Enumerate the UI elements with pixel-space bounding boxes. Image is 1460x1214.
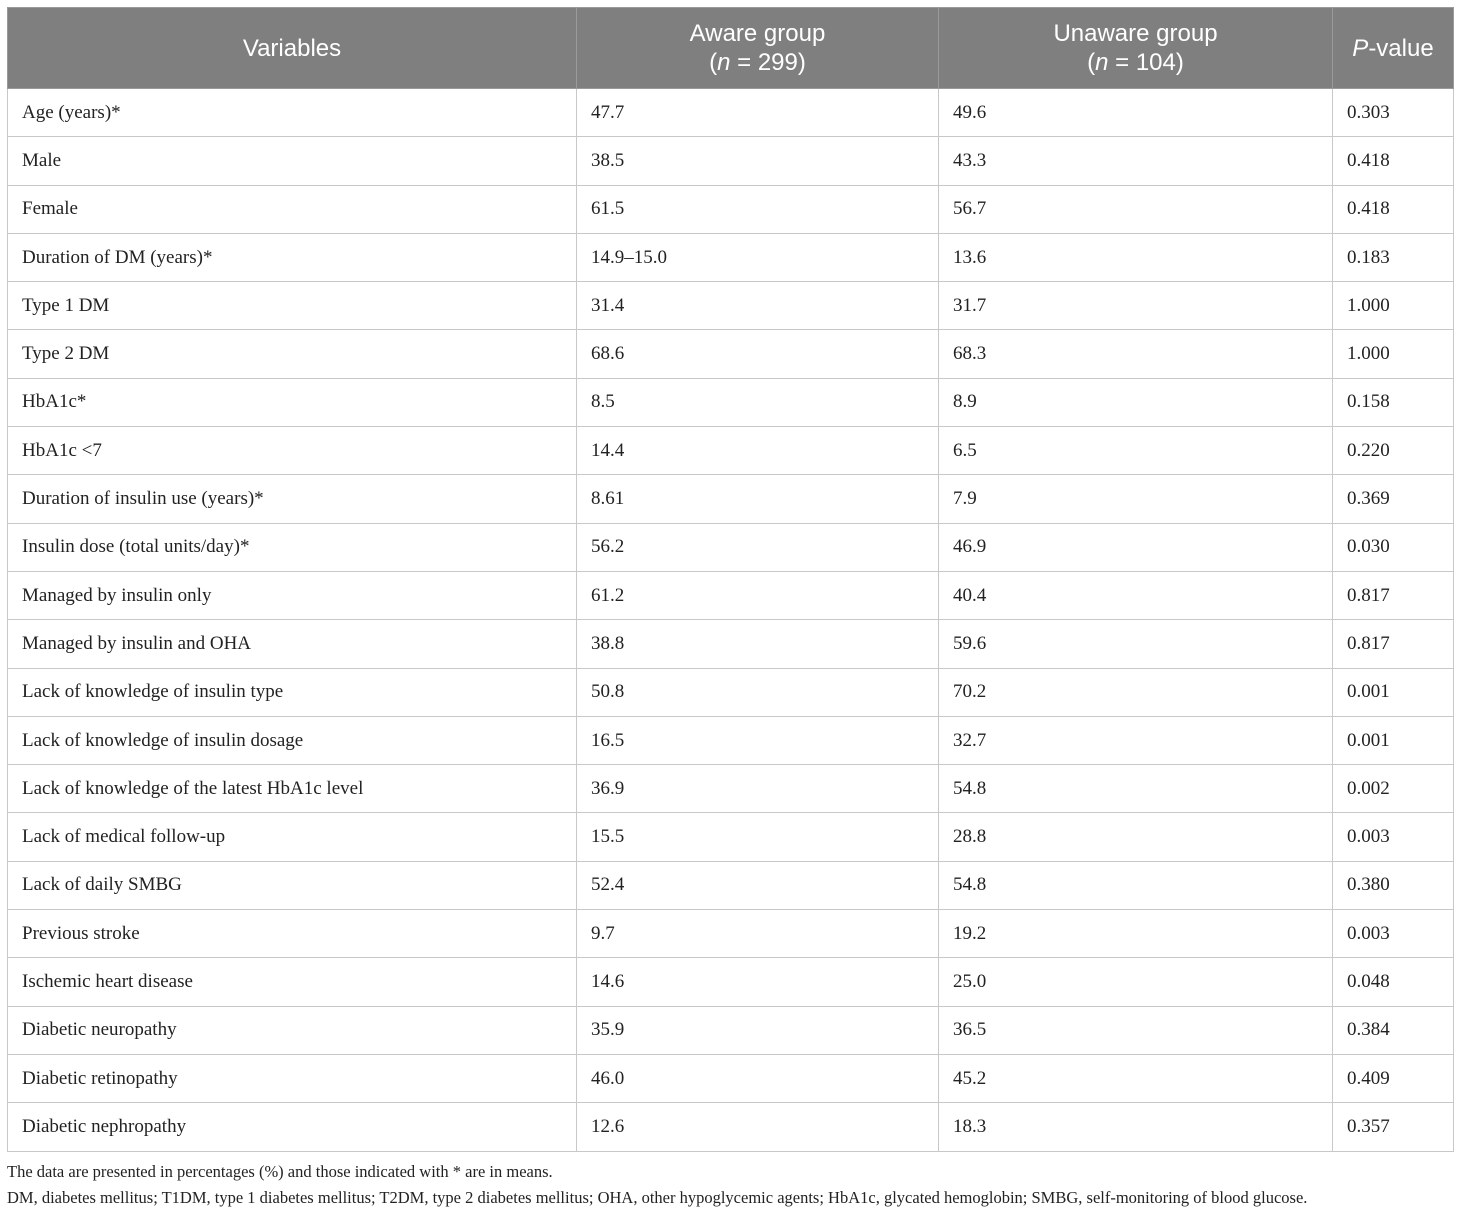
cell-p-value: 0.002 bbox=[1333, 765, 1454, 813]
cell-unaware: 59.6 bbox=[939, 620, 1333, 668]
table-row bbox=[8, 1054, 1454, 1102]
cell-p-value: 0.003 bbox=[1333, 910, 1454, 958]
cell-variable: HbA1c <7 bbox=[8, 427, 577, 475]
header-aware-n bbox=[583, 48, 932, 77]
table-row bbox=[8, 475, 1454, 523]
cell-p-value: 0.220 bbox=[1333, 427, 1454, 475]
cell-variable: Male bbox=[8, 137, 577, 185]
cell-p-value: 1.000 bbox=[1333, 330, 1454, 378]
table-footnotes bbox=[7, 1159, 1457, 1211]
table-row bbox=[8, 233, 1454, 281]
cell-aware: 47.7 bbox=[577, 89, 939, 137]
cell-p-value: 0.418 bbox=[1333, 137, 1454, 185]
table-row bbox=[8, 813, 1454, 861]
header-aware-n-var: n bbox=[717, 49, 731, 76]
header-aware-open-paren: ( bbox=[709, 49, 718, 76]
table-row bbox=[8, 958, 1454, 1006]
cell-aware: 16.5 bbox=[577, 716, 939, 764]
cell-variable: Age (years)* bbox=[8, 89, 577, 137]
table-row bbox=[8, 185, 1454, 233]
table-row bbox=[8, 89, 1454, 137]
cell-aware: 61.5 bbox=[577, 185, 939, 233]
data-table bbox=[7, 7, 1454, 1152]
cell-p-value: 0.158 bbox=[1333, 378, 1454, 426]
cell-variable: Type 2 DM bbox=[8, 330, 577, 378]
header-unaware-n-var: n bbox=[1095, 49, 1109, 76]
cell-variable: Lack of knowledge of insulin dosage bbox=[8, 716, 577, 764]
table-row bbox=[8, 571, 1454, 619]
header-unaware-n bbox=[945, 48, 1326, 77]
cell-aware: 52.4 bbox=[577, 861, 939, 909]
cell-variable: HbA1c* bbox=[8, 378, 577, 426]
table-row bbox=[8, 137, 1454, 185]
cell-unaware: 68.3 bbox=[939, 330, 1333, 378]
cell-aware: 12.6 bbox=[577, 1103, 939, 1151]
table-row bbox=[8, 861, 1454, 909]
header-aware-title: Aware group bbox=[689, 20, 826, 47]
table-row bbox=[8, 668, 1454, 716]
header-variables bbox=[8, 8, 577, 89]
cell-unaware: 6.5 bbox=[939, 427, 1333, 475]
cell-p-value: 0.001 bbox=[1333, 668, 1454, 716]
header-p-rest: -value bbox=[1368, 34, 1434, 62]
cell-unaware: 13.6 bbox=[939, 233, 1333, 281]
cell-p-value: 0.409 bbox=[1333, 1054, 1454, 1102]
header-unaware-title: Unaware group bbox=[1053, 20, 1218, 47]
cell-aware: 38.5 bbox=[577, 137, 939, 185]
table-body bbox=[8, 89, 1454, 1152]
cell-aware: 8.5 bbox=[577, 378, 939, 426]
cell-variable: Lack of daily SMBG bbox=[8, 861, 577, 909]
cell-p-value: 0.048 bbox=[1333, 958, 1454, 1006]
header-p-value bbox=[1333, 8, 1454, 89]
cell-aware: 46.0 bbox=[577, 1054, 939, 1102]
cell-unaware: 45.2 bbox=[939, 1054, 1333, 1102]
cell-variable: Lack of knowledge of the latest HbA1c level bbox=[8, 765, 577, 813]
header-aware-group bbox=[577, 8, 939, 89]
cell-unaware: 25.0 bbox=[939, 958, 1333, 1006]
cell-unaware: 43.3 bbox=[939, 137, 1333, 185]
cell-unaware: 49.6 bbox=[939, 89, 1333, 137]
cell-unaware: 40.4 bbox=[939, 571, 1333, 619]
cell-unaware: 32.7 bbox=[939, 716, 1333, 764]
table-row bbox=[8, 716, 1454, 764]
cell-aware: 36.9 bbox=[577, 765, 939, 813]
cell-unaware: 31.7 bbox=[939, 282, 1333, 330]
cell-unaware: 54.8 bbox=[939, 861, 1333, 909]
cell-aware: 14.9–15.0 bbox=[577, 233, 939, 281]
cell-unaware: 19.2 bbox=[939, 910, 1333, 958]
table-row bbox=[8, 1103, 1454, 1151]
header-unaware-open-paren: ( bbox=[1087, 49, 1096, 76]
data-table-container bbox=[7, 7, 1453, 1152]
cell-p-value: 0.303 bbox=[1333, 89, 1454, 137]
footnote-abbreviations: DM, diabetes mellitus; T1DM, type 1 diabetes mellitus; T2DM, type 2 diabetes mellitus; OHA, other hypoglycemic agents; HbA1c, glycated hemoglobin; SMBG, self-monitoring of blood glucose. bbox=[7, 1188, 1308, 1207]
cell-variable: Female bbox=[8, 185, 577, 233]
cell-p-value: 0.817 bbox=[1333, 620, 1454, 668]
cell-unaware: 56.7 bbox=[939, 185, 1333, 233]
cell-aware: 61.2 bbox=[577, 571, 939, 619]
table-row bbox=[8, 427, 1454, 475]
cell-p-value: 0.357 bbox=[1333, 1103, 1454, 1151]
cell-variable: Diabetic neuropathy bbox=[8, 1006, 577, 1054]
cell-unaware: 28.8 bbox=[939, 813, 1333, 861]
cell-variable: Type 1 DM bbox=[8, 282, 577, 330]
cell-p-value: 0.384 bbox=[1333, 1006, 1454, 1054]
cell-p-value: 0.003 bbox=[1333, 813, 1454, 861]
cell-aware: 68.6 bbox=[577, 330, 939, 378]
cell-variable: Diabetic nephropathy bbox=[8, 1103, 577, 1151]
cell-p-value: 0.418 bbox=[1333, 185, 1454, 233]
cell-aware: 15.5 bbox=[577, 813, 939, 861]
header-unaware-group bbox=[939, 8, 1333, 89]
header-unaware-n-count: = 104) bbox=[1108, 49, 1184, 76]
cell-variable: Diabetic retinopathy bbox=[8, 1054, 577, 1102]
cell-p-value: 0.001 bbox=[1333, 716, 1454, 764]
cell-aware: 14.6 bbox=[577, 958, 939, 1006]
table-row bbox=[8, 523, 1454, 571]
table-row bbox=[8, 378, 1454, 426]
cell-unaware: 7.9 bbox=[939, 475, 1333, 523]
cell-unaware: 36.5 bbox=[939, 1006, 1333, 1054]
cell-p-value: 0.369 bbox=[1333, 475, 1454, 523]
header-aware-n-count: = 299) bbox=[730, 49, 806, 76]
cell-variable: Insulin dose (total units/day)* bbox=[8, 523, 577, 571]
cell-aware: 38.8 bbox=[577, 620, 939, 668]
table-row bbox=[8, 282, 1454, 330]
cell-variable: Lack of knowledge of insulin type bbox=[8, 668, 577, 716]
table-row bbox=[8, 1006, 1454, 1054]
table-row bbox=[8, 330, 1454, 378]
cell-unaware: 8.9 bbox=[939, 378, 1333, 426]
header-variables-label: Variables bbox=[242, 34, 342, 62]
cell-unaware: 18.3 bbox=[939, 1103, 1333, 1151]
cell-variable: Ischemic heart disease bbox=[8, 958, 577, 1006]
cell-p-value: 0.183 bbox=[1333, 233, 1454, 281]
cell-aware: 35.9 bbox=[577, 1006, 939, 1054]
cell-variable: Lack of medical follow-up bbox=[8, 813, 577, 861]
cell-variable: Duration of insulin use (years)* bbox=[8, 475, 577, 523]
cell-aware: 14.4 bbox=[577, 427, 939, 475]
cell-p-value: 1.000 bbox=[1333, 282, 1454, 330]
cell-aware: 56.2 bbox=[577, 523, 939, 571]
cell-aware: 50.8 bbox=[577, 668, 939, 716]
header-p-var: P bbox=[1352, 34, 1369, 62]
cell-p-value: 0.817 bbox=[1333, 571, 1454, 619]
cell-unaware: 70.2 bbox=[939, 668, 1333, 716]
header-row bbox=[8, 8, 1454, 89]
cell-p-value: 0.380 bbox=[1333, 861, 1454, 909]
cell-aware: 9.7 bbox=[577, 910, 939, 958]
footnote-data-presentation: The data are presented in percentages (%) and those indicated with * are in means. bbox=[7, 1162, 553, 1181]
cell-variable: Previous stroke bbox=[8, 910, 577, 958]
cell-aware: 8.61 bbox=[577, 475, 939, 523]
cell-variable: Managed by insulin and OHA bbox=[8, 620, 577, 668]
table-row bbox=[8, 620, 1454, 668]
cell-variable: Duration of DM (years)* bbox=[8, 233, 577, 281]
cell-unaware: 46.9 bbox=[939, 523, 1333, 571]
cell-aware: 31.4 bbox=[577, 282, 939, 330]
cell-p-value: 0.030 bbox=[1333, 523, 1454, 571]
cell-variable: Managed by insulin only bbox=[8, 571, 577, 619]
table-header bbox=[8, 8, 1454, 89]
table-row bbox=[8, 910, 1454, 958]
table-row bbox=[8, 765, 1454, 813]
cell-unaware: 54.8 bbox=[939, 765, 1333, 813]
